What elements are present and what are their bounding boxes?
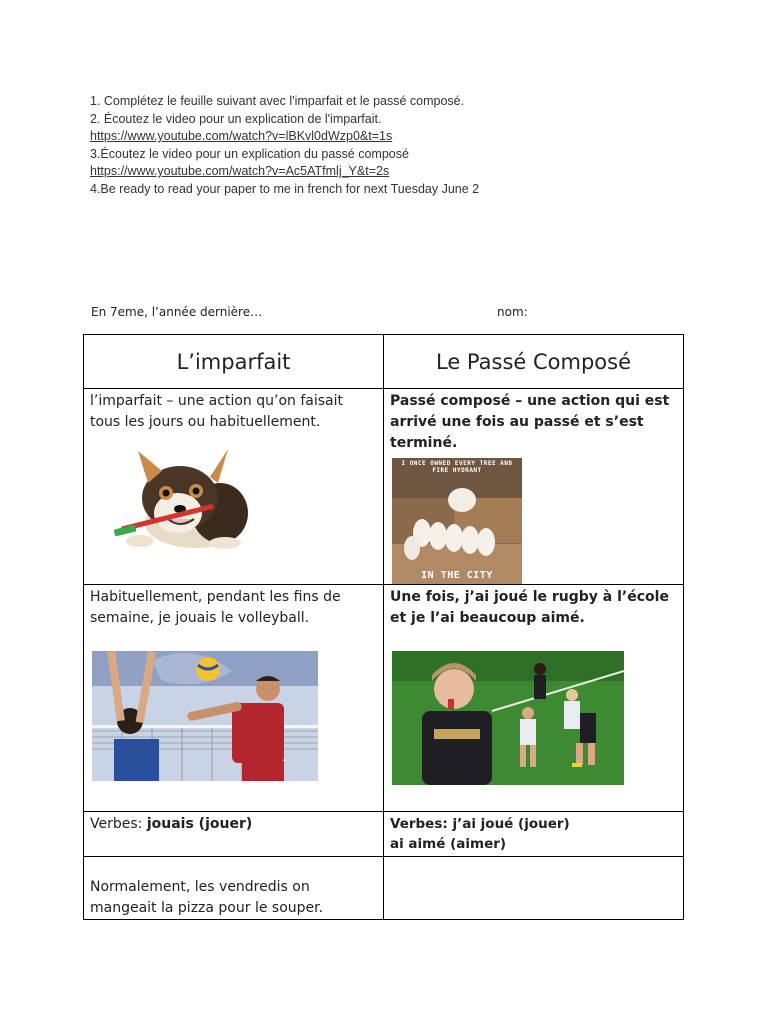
cell-pc-verbs bbox=[384, 812, 684, 857]
cell-pc-example bbox=[384, 585, 684, 812]
imparfait-verbs: jouais (jouer) bbox=[146, 816, 253, 832]
instruction-1: 1. Complétez le feuille suivant avec l'imparfait et le passé composé. bbox=[90, 94, 465, 108]
pc-verbs-line1: Verbes: j’ai joué (jouer) bbox=[390, 816, 570, 832]
comparison-table bbox=[83, 334, 684, 920]
cell-imparfait-definition bbox=[84, 389, 384, 585]
imparfait-last: Normalement, les vendredis on mangeait la pizza pour le souper. bbox=[90, 879, 324, 916]
instruction-4: 4.Be ready to read your paper to me in french for next Tuesday June 2 bbox=[90, 181, 480, 196]
pc-definition: Passé composé – une action qui est arrivé une fois au passé et s’est terminé. bbox=[390, 393, 670, 451]
imparfait-example: Habituellement, pendant les fins de semaine, je jouais le volleyball. bbox=[90, 589, 341, 626]
instructions bbox=[90, 93, 690, 199]
pc-example: Une fois, j’ai joué le rugby à l’école et je l’ai beaucoup aimé. bbox=[390, 589, 669, 626]
corgi-toothbrush-image bbox=[100, 443, 250, 553]
meme-caption-bottom: IN THE CITY bbox=[421, 570, 493, 581]
cell-imparfait-example bbox=[84, 585, 384, 812]
cell-pc-definition bbox=[384, 389, 684, 585]
volleyball-image bbox=[92, 651, 318, 781]
header-passe-compose: Le Passé Composé bbox=[384, 335, 684, 389]
context-label: En 7eme, l’année dernière… bbox=[91, 305, 263, 319]
youtube-link-passe-compose[interactable]: https://www.youtube.com/watch?v=Ac5ATfmlj_Y&t=2s bbox=[90, 164, 390, 179]
imparfait-verbs-line bbox=[90, 814, 377, 835]
imparfait-definition: l’imparfait – une action qu’on faisait tous les jours ou habituellement. bbox=[90, 393, 343, 430]
verbs-label: Verbes: bbox=[90, 816, 147, 832]
cell-imparfait-verbs bbox=[84, 812, 384, 857]
puppies-meme-image bbox=[392, 458, 522, 584]
meme-caption-top: I ONCE OWNED EVERY TREE AND FIRE HYDRANT bbox=[401, 460, 513, 474]
instruction-3: 3.Écoutez le video pour un explication du passé composé bbox=[90, 146, 409, 161]
cell-pc-last[interactable] bbox=[384, 857, 684, 920]
pc-verbs-line2: ai aimé (aimer) bbox=[390, 836, 507, 852]
name-label: nom: bbox=[497, 305, 528, 319]
header-imparfait: L’imparfait bbox=[84, 335, 384, 389]
youtube-link-imparfait[interactable]: https://www.youtube.com/watch?v=lBKvl0dWzp0&t=1s bbox=[90, 129, 393, 144]
cell-imparfait-last bbox=[84, 857, 384, 920]
instruction-2: 2. Écoutez le video pour un explication de l'imparfait. bbox=[90, 111, 382, 126]
rugby-image bbox=[392, 651, 624, 785]
